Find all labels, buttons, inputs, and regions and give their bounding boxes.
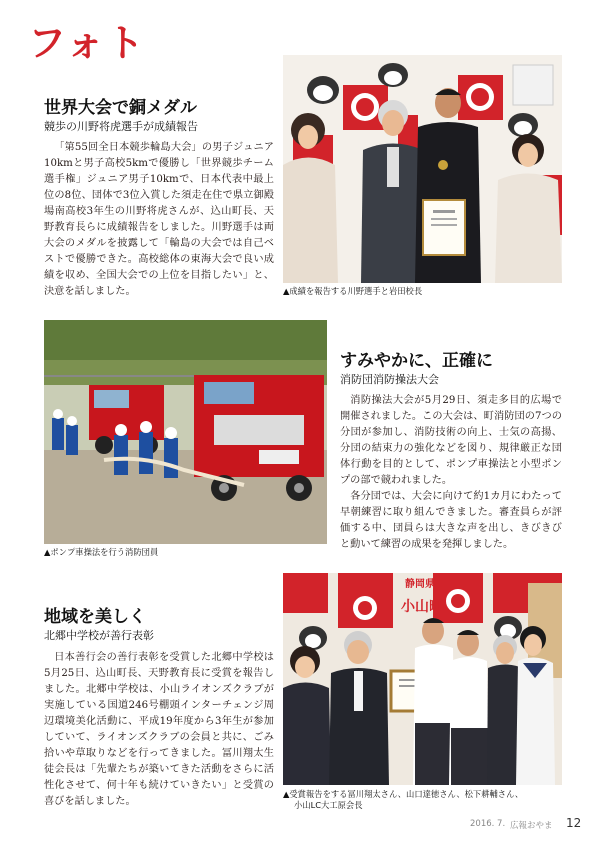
- article3-paragraph: 日本善行会の善行表彰を受賞した北郷中学校は5月25日、込山町長、天野教育長に受賞を報告しました。北郷中学校は、小山ライオンズクラブが実施している国道246号棚頭インターチェンジ周辺環境美化活動に、平成19年度から3年生が参加していて、ライオンズクラブの会員と共に、ごみ拾いや草取りなどを行ってきました。冨川翔太生徒会長は「先輩たちが築いてきた活動をさらに活性化させて、何十年も続けていきたい」と受賞の喜びを話しました。: [44, 652, 274, 807]
- article1-body: [44, 140, 274, 300]
- section-title: フォト: [28, 21, 147, 65]
- article2-headline: すみやかに、正確に: [340, 351, 493, 371]
- school-award-photo: [283, 573, 562, 785]
- article1-paragraph: 「第55回全日本競歩輪島大会」の男子ジュニア10kmと男子高校5kmで優勝し「世界競歩チーム選手権」ジュニア男子10kmで、日本代表中最上位の8位、団体で3位入賞した須走在住で県立御殿場南高校3年生の川野将虎さんが、込山町長、天野教育長らに成績報告をしました。川野選手は両大会のメダルを披露して「輪島の大会では自己ベストで優勝できた。高校総体の東海大会で良い成績を収め、全国大会での上位を目指したい」と、決意を話しました。: [44, 142, 274, 297]
- article3-subhead: 北郷中学校が善行表彰: [44, 629, 154, 642]
- article3-body: [44, 650, 274, 810]
- banner-town: 小山町: [401, 599, 443, 615]
- footer-date: 2016. 7.: [470, 819, 506, 829]
- footer-publication: 広報おやま: [510, 821, 553, 831]
- fire-drill-photo: [44, 320, 327, 544]
- article1-headline: 世界大会で銅メダル: [44, 98, 197, 118]
- award-report-photo: [283, 55, 562, 283]
- page-number: 12: [566, 816, 582, 830]
- article2-paragraph-1: 消防操法大会が5月29日、須走多目的広場で開催されました。この大会は、町消防団の7つの分団が参加し、消防技術の向上、士気の高揚、分団の結束力の強化などを図り、規律厳正な団体行動を目的として、ポンプ車操法と小型ポンプの部で競われました。: [340, 395, 562, 486]
- article2-paragraph-2: 各分団では、大会に向けて約1カ月にわたって早朝練習に取り組んできました。審査員らが評価する中、団員らは大きな声を出し、きびきびと動いて練習の成果を発揮しました。: [340, 491, 562, 550]
- article2-subhead: 消防団消防操法大会: [340, 373, 439, 386]
- article1-subhead: 競歩の川野将虎選手が成績報告: [44, 120, 198, 133]
- banner-prefecture: 静岡県: [405, 579, 435, 590]
- article2-body: [340, 393, 562, 553]
- article2-caption: ▲ポンプ車操法を行う消防団員: [44, 547, 159, 557]
- article1-caption: ▲成績を報告する川野選手と岩田校長: [283, 286, 423, 296]
- article3-headline: 地域を美しく: [44, 607, 146, 627]
- article3-caption-line2: 小山LC大工原会長: [294, 800, 363, 810]
- article3-caption-line1: ▲受賞報告をする冨川翔太さん、山口達徳さん、松下耕輔さん、: [283, 789, 524, 799]
